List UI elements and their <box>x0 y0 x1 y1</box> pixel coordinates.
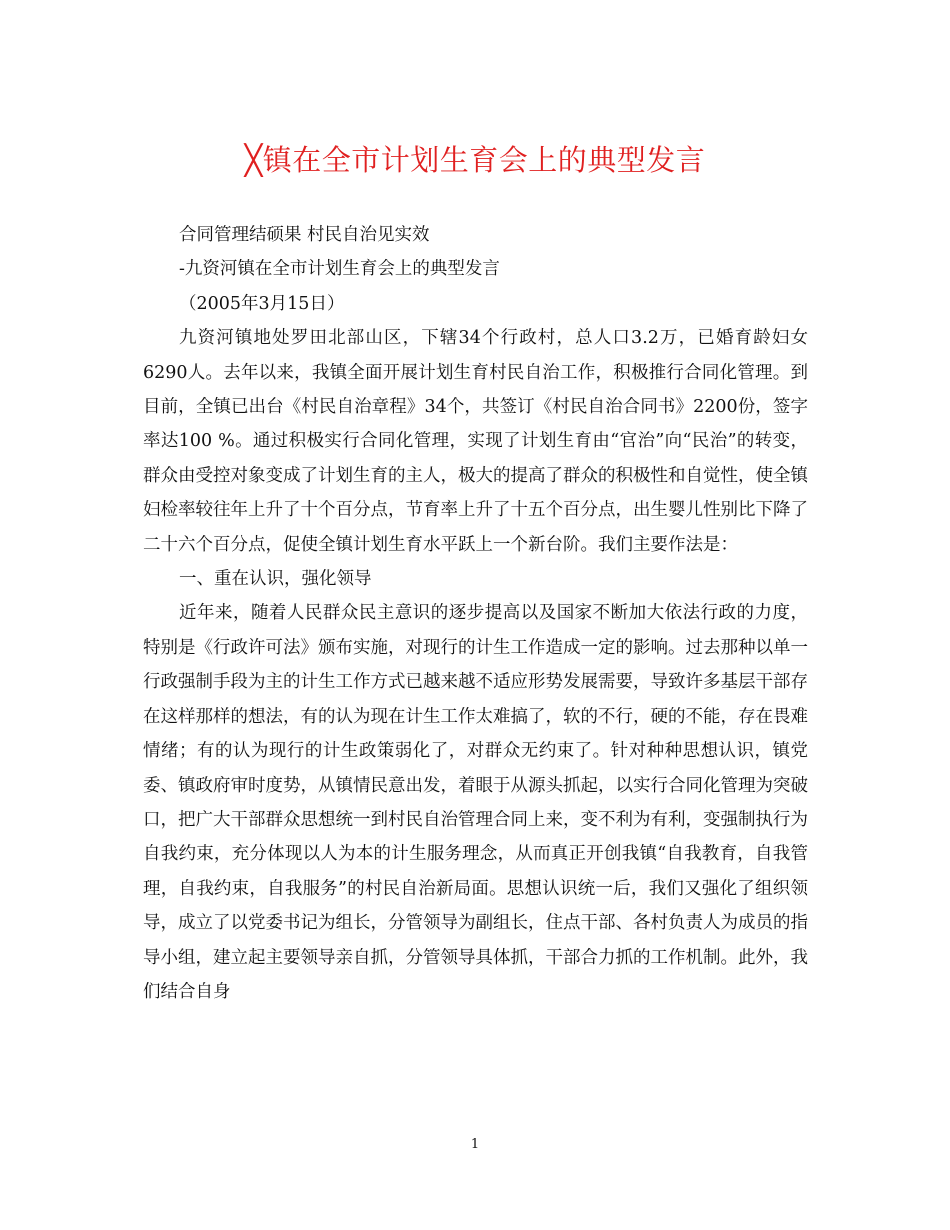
document-body <box>143 218 808 1009</box>
page-number: 1 <box>470 1137 480 1152</box>
paragraph-section-1: 近年来，随着人民群众民主意识的逐步提高以及国家不断加大依法行政的力度，特别是《行政许可法》颁布实施，对现行的计生工作造成一定的影响。过去那种以单一行政强制手段为主的计生工作方式已越来越不适应形势发展需要，导致许多基层干部存在这样那样的想法，有的认为现在计生工作太难搞了，软的不行，硬的不能，存在畏难情绪；有的认为现行的计生政策弱化了，对群众无约束了。针对种种思想认识，镇党委、镇政府审时度势，从镇情民意出发，着眼于从源头抓起，以实行合同化管理为突破口，把广大干部群众思想统一到村民自治管理合同上来，变不利为有利，变强制执行为自我约束，充分体现以人为本的计生服务理念，从而真正开创我镇“自我教育，自我管理，自我约束，自我服务”的村民自治新局面。思想认识统一后，我们又强化了组织领导，成立了以党委书记为组长，分管领导为副组长，住点干部、各村负责人为成员的指导小组，建立起主要领导亲自抓，分管领导具体抓，干部合力抓的工作机制。此外，我们结合自身 <box>143 603 808 1002</box>
subtitle-line-2: -九资河镇在全市计划生育会上的典型发言 <box>179 259 500 280</box>
date-line: （2005年3月15日） <box>179 293 345 314</box>
section-heading-1: 一、重在认识，强化领导 <box>179 569 372 590</box>
subtitle-line-1: 合同管理结硕果 村民自治见实效 <box>179 225 430 245</box>
document-title: ╳镇在全市计划生育会上的典型发言 <box>244 143 706 177</box>
paragraph-intro: 九资河镇地处罗田北部山区，下辖34个行政村，总人口3.2万，已婚育龄妇女6290人。去年以来，我镇全面开展计划生育村民自治工作，积极推行合同化管理。到目前，全镇已出台《村民自治章程》34个，共签订《村民自治合同书》2200份，签字率达100 %。通过积极实行合同化管理，实现了计划生育由“官治”向“民治”的转变，群众由受控对象变成了计划生育的主人，极大的提高了群众的积极性和自觉性，使全镇妇检率较往年上升了十个百分点，节育率上升了十五个百分点，出生婴儿性别比下降了二十六个百分点，促使全镇计划生育水平跃上一个新台阶。我们主要作法是： <box>143 328 808 555</box>
